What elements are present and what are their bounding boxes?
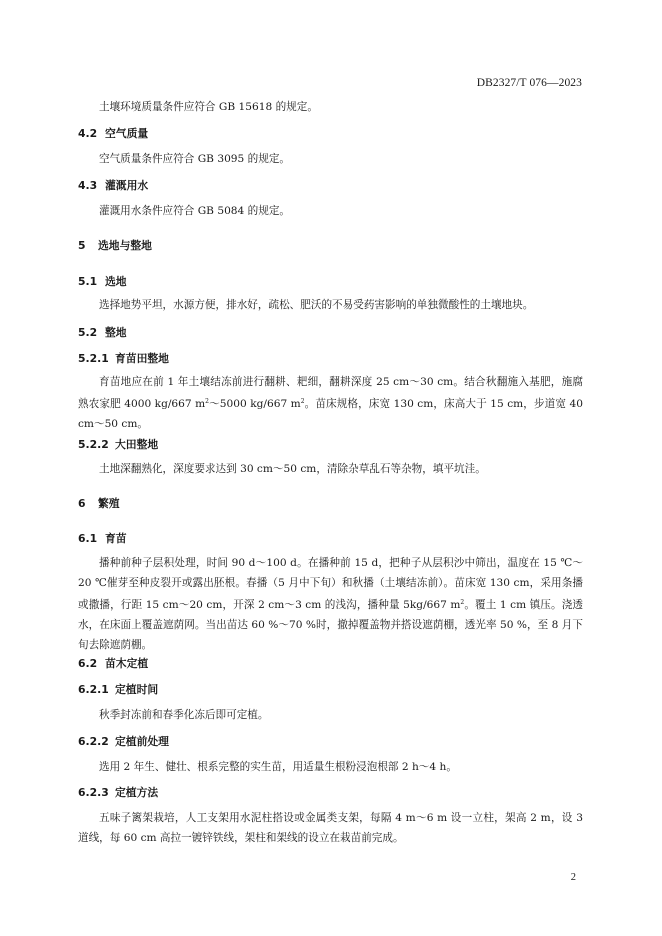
paragraph-planting-time: 秋季封冻前和春季化冻后即可定植。 [99, 709, 269, 721]
section-title: 定植时间 [115, 683, 159, 696]
page-number: 2 [570, 872, 576, 883]
section-title: 繁殖 [98, 497, 120, 510]
section-title: 定植方法 [115, 786, 159, 799]
section-title: 整地 [105, 326, 127, 339]
section-title: 灌溉用水 [105, 179, 149, 192]
section-number: 4.3 [78, 179, 98, 192]
text-run: 播种前种子层积处理，时间 90 d～100 d。在播种前 15 d，把种子从层积沙中筛出，温度在 15 ℃～20 ℃催芽至种皮裂开或露出胚根。春播（5 月中下旬）和秋播（土壤结冻前）。苗床宽 130 cm，采用条播或撒播，行距 15 cm～20 cm，开深 2 cm～3 cm 的浅沟，播种量 5kg/667 m [78, 557, 583, 611]
section-number: 5.1 [78, 275, 98, 288]
section-number: 4.2 [78, 127, 98, 140]
heading-6-2-1 [78, 682, 583, 697]
section-number: 6.1 [78, 532, 98, 545]
section-number: 5.2.2 [78, 438, 109, 451]
heading-4-3 [78, 178, 583, 193]
heading-4-2 [78, 126, 583, 141]
heading-5-1 [78, 274, 583, 289]
paragraph-irrigation: 灌溉用水条件应符合 GB 5084 的规定。 [99, 205, 291, 217]
section-title: 苗木定植 [105, 657, 149, 670]
paragraph-site-selection: 选择地势平坦，水源方便，排水好，疏松、肥沃的不易受药害影响的单独微酸性的土壤地块。 [99, 299, 534, 311]
section-number: 6.2.2 [78, 735, 109, 748]
text-run: 。苗床规格，床宽 130 cm，床高大于 15 cm，步道宽 40 cm～50 cm。 [78, 398, 583, 430]
section-title: 定植前处理 [115, 735, 169, 748]
section-number: 5.2 [78, 326, 98, 339]
section-number: 6.2 [78, 657, 98, 670]
section-number: 6.2.3 [78, 786, 109, 799]
superscript: 2 [460, 599, 465, 606]
superscript: 2 [300, 398, 305, 405]
paragraph-soil: 土壤环境质量条件应符合 GB 15618 的规定。 [99, 101, 318, 113]
heading-5-2 [78, 325, 583, 340]
paragraph-nursery-prep [78, 372, 583, 434]
section-title: 空气质量 [105, 127, 149, 140]
section-title: 育苗田整地 [115, 352, 169, 365]
heading-5 [78, 238, 583, 253]
text-run: ～5000 kg/667 m [208, 398, 301, 410]
heading-6-2-3 [78, 785, 583, 800]
text-run: 。覆土 1 cm 镇压。浇透水，在床面上覆盖遮荫网。当出苗达 60 %～70 %时，撤掉覆盖物并搭设遮荫棚，透光率 50 %，至 8 月下旬去除遮荫棚。 [78, 599, 584, 651]
section-number: 5.2.1 [78, 352, 109, 365]
section-number: 5 [78, 239, 86, 252]
paragraph-seedling [78, 553, 583, 655]
section-title: 大田整地 [115, 438, 159, 451]
section-title: 选地与整地 [98, 239, 152, 252]
paragraph-pre-treatment: 选用 2 年生、健壮、根系完整的实生苗，用适量生根粉浸泡根部 2 h～4 h。 [99, 761, 457, 773]
heading-5-2-1 [78, 351, 583, 366]
heading-6-2 [78, 656, 583, 671]
heading-6-2-2 [78, 734, 583, 749]
section-title: 育苗 [105, 532, 127, 545]
paragraph-air: 空气质量条件应符合 GB 3095 的规定。 [99, 153, 291, 165]
paragraph-field-prep: 土地深翻熟化，深度要求达到 30 cm～50 cm，清除杂草乱石等杂物，填平坑洼。 [99, 463, 486, 475]
heading-6-1 [78, 531, 583, 546]
superscript: 2 [205, 398, 209, 405]
section-number: 6.2.1 [78, 683, 109, 696]
section-number: 6 [78, 497, 86, 510]
paragraph-planting-method: 五味子篱架栽培，人工支架用水泥柱搭设或金属类支架，每隔 4 m～6 m 设一立柱，架高 2 m，设 3 道线，每 60 cm 高拉一镀锌铁线，架柱和架线的设立在栽苗前完成。 [78, 812, 583, 844]
heading-6 [78, 496, 583, 511]
heading-5-2-2 [78, 437, 583, 452]
text-run: 育苗地应在前 1 年土壤结冻前进行翻耕、耙细，翻耕深度 25 cm～30 cm。结合秋翻施入基肥，施腐熟农家肥 4000 kg/667 m [78, 376, 583, 410]
section-title: 选地 [105, 275, 127, 288]
document-code: DB2327/T 076—2023 [476, 77, 582, 89]
